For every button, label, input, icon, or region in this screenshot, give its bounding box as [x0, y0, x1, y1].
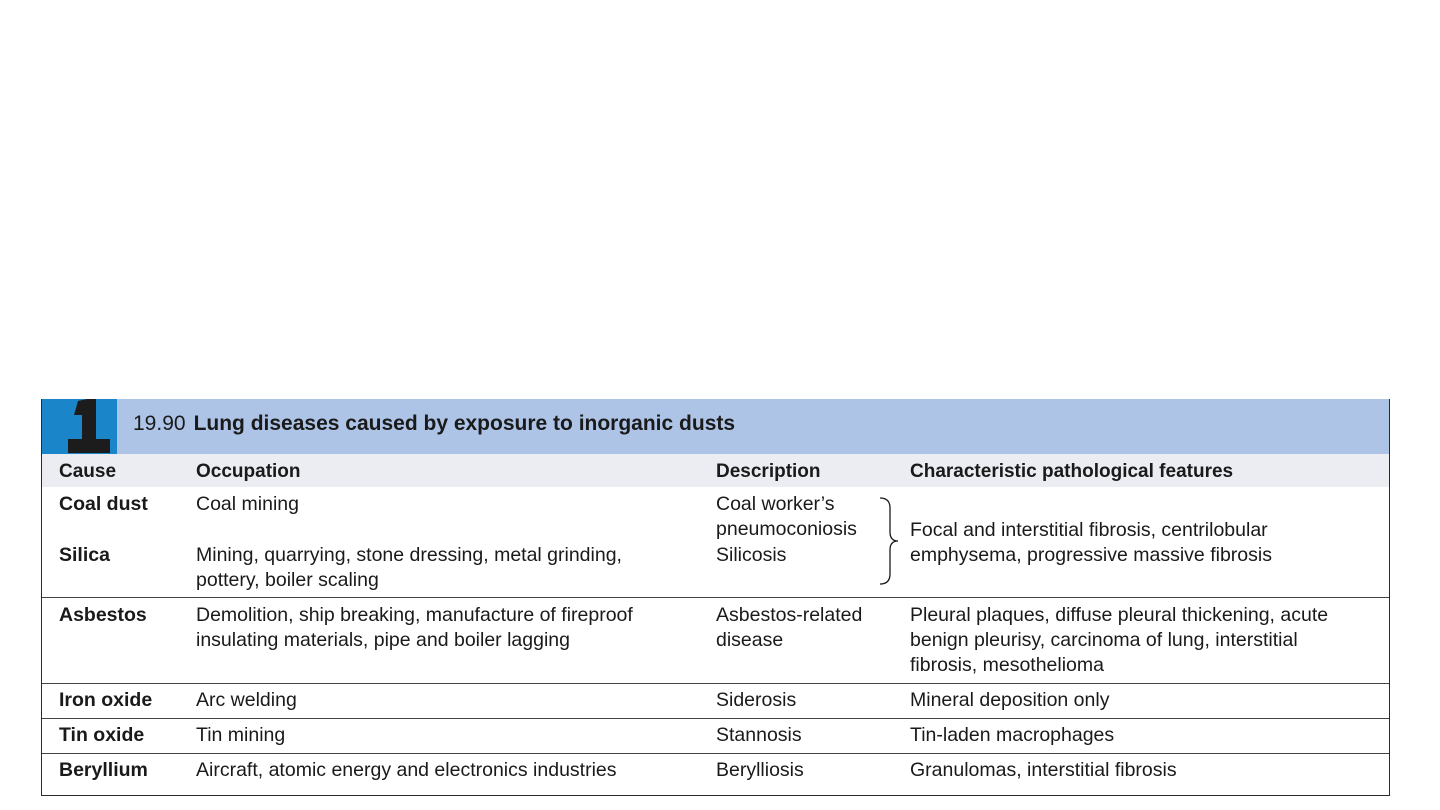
occupation-asbestos-line1: Demolition, ship breaking, manufacture of fireproof [196, 604, 633, 626]
features-iron: Mineral deposition only [910, 689, 1110, 711]
cause-silica: Silica [59, 544, 110, 566]
cause-coal-dust: Coal dust [59, 493, 148, 515]
description-beryllium: Berylliosis [716, 759, 804, 781]
features-shared-line2: emphysema, progressive massive fibrosis [910, 544, 1272, 566]
header-description: Description [716, 461, 821, 482]
description-silica: Silicosis [716, 544, 787, 566]
table-title-text: Lung diseases caused by exposure to inorganic dusts [193, 412, 736, 435]
features-beryllium: Granulomas, interstitial fibrosis [910, 759, 1177, 781]
description-iron: Siderosis [716, 689, 797, 711]
badge [42, 399, 117, 454]
features-shared-line1: Focal and interstitial fibrosis, centrilobular [910, 519, 1268, 541]
description-asbestos-line1: Asbestos-related [716, 604, 863, 626]
occupation-asbestos-line2: insulating materials, pipe and boiler lagging [196, 629, 570, 651]
occupation-tin: Tin mining [196, 724, 286, 746]
features-asbestos-line1: Pleural plaques, diffuse pleural thickening, acute [910, 604, 1329, 626]
occupation-iron: Arc welding [196, 689, 297, 711]
occupation-silica-line2: pottery, boiler scaling [196, 569, 379, 591]
occupation-silica-line1: Mining, quarrying, stone dressing, metal grinding, [196, 544, 622, 566]
row-divider [42, 683, 1389, 684]
cause-asbestos: Asbestos [59, 604, 147, 626]
header-row [42, 454, 1389, 487]
cause-tin-oxide: Tin oxide [59, 724, 145, 746]
description-asbestos-line2: disease [716, 629, 784, 651]
description-coal-line2: pneumoconiosis [716, 518, 857, 540]
row-divider [42, 597, 1389, 598]
table-box [41, 399, 1390, 796]
features-asbestos-line2: benign pleurisy, carcinoma of lung, interstitial [910, 629, 1298, 651]
occupation-coal: Coal mining [196, 493, 299, 515]
description-coal-line1: Coal worker’s [716, 493, 835, 515]
table-number: 19.90 [133, 412, 186, 435]
occupation-beryllium: Aircraft, atomic energy and electronics industries [196, 759, 617, 781]
row-divider [42, 753, 1389, 754]
number-one-icon [66, 399, 116, 454]
cause-beryllium: Beryllium [59, 759, 148, 781]
header-occupation: Occupation [196, 461, 301, 482]
cause-iron-oxide: Iron oxide [59, 689, 153, 711]
header-features: Characteristic pathological features [910, 461, 1234, 482]
row-divider [42, 718, 1389, 719]
features-tin: Tin-laden macrophages [910, 724, 1115, 746]
table-title-bar [42, 399, 1389, 454]
table-title [133, 412, 735, 436]
grouping-brace [877, 496, 907, 586]
header-cause: Cause [59, 461, 117, 482]
description-tin: Stannosis [716, 724, 802, 746]
features-asbestos-line3: fibrosis, mesothelioma [910, 654, 1104, 676]
